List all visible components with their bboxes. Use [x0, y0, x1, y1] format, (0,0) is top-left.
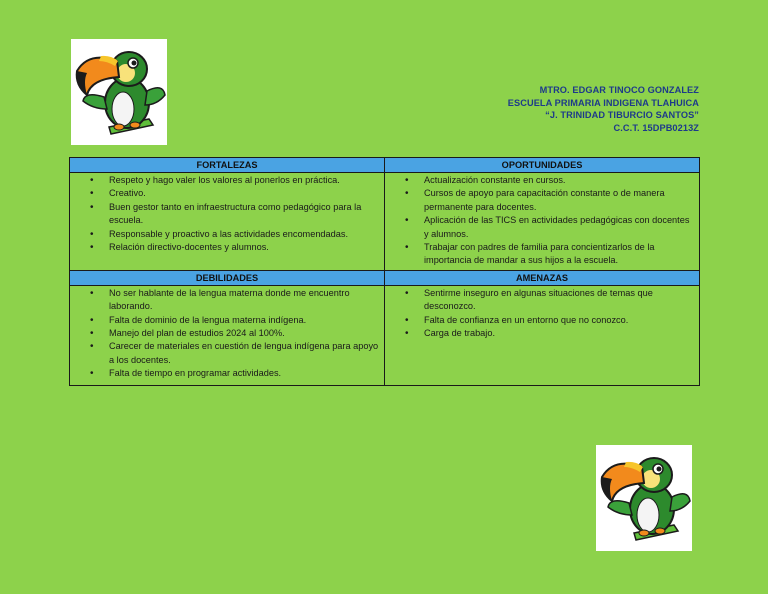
- debilidades-header: DEBILIDADES: [70, 270, 385, 285]
- list-item: • Actualización constante en cursos.: [424, 174, 695, 187]
- oportunidades-header: OPORTUNIDADES: [385, 158, 700, 173]
- toucan-icon: [596, 445, 692, 551]
- toucan-logo-bottom: [596, 445, 692, 551]
- list-item: • Carecer de materiales en cuestión de lengua indígena para apoyo a los docentes.: [109, 340, 380, 367]
- fortalezas-header: FORTALEZAS: [70, 158, 385, 173]
- debilidades-cell: [70, 285, 385, 385]
- list-item: • Cursos de apoyo para capacitación constante o de manera permanente para docentes.: [424, 187, 695, 214]
- teacher-name: MTRO. EDGAR TINOCO GONZALEZ: [539, 85, 699, 95]
- list-item: • Falta de tiempo en programar actividades.: [109, 367, 380, 380]
- oportunidades-list: [385, 174, 695, 268]
- fortalezas-cell: [70, 173, 385, 271]
- list-item: • Sentirme inseguro en algunas situaciones de temas que desconozco.: [424, 287, 695, 314]
- school-header: [508, 84, 699, 134]
- school-name: ESCUELA PRIMARIA INDIGENA TLAHUICA: [507, 97, 699, 108]
- list-item: • No ser hablante de la lengua materna donde me encuentro laborando.: [109, 287, 380, 314]
- list-item: • Relación directivo-docentes y alumnos.: [109, 241, 380, 254]
- amenazas-header: AMENAZAS: [385, 270, 700, 285]
- foda-table: [69, 157, 700, 386]
- toucan-icon: [71, 39, 167, 145]
- list-item: • Aplicación de las TICS en actividades pedagógicas con docentes y alumnos.: [424, 214, 695, 241]
- list-item: • Trabajar con padres de familia para concientizarlos de la importancia de mandar a sus hijos a la escuela.: [424, 241, 695, 268]
- list-item: • Buen gestor tanto en infraestructura como pedagógico para la escuela.: [109, 201, 380, 228]
- list-item: • Respeto y hago valer los valores al ponerlos en práctica.: [109, 174, 380, 187]
- oportunidades-cell: [385, 173, 700, 271]
- fortalezas-list: [70, 174, 380, 254]
- list-item: • Manejo del plan de estudios 2024 al 100%.: [109, 327, 380, 340]
- list-item: • Creativo.: [109, 187, 380, 200]
- debilidades-list: [70, 287, 380, 381]
- list-item: • Responsable y proactivo a las actividades encomendadas.: [109, 228, 380, 241]
- school-dedication: “J. TRINIDAD TIBURCIO SANTOS”: [545, 110, 699, 121]
- school-cct: C.C.T. 15DPB0213Z: [613, 122, 699, 133]
- list-item: • Falta de dominio de la lengua materna indígena.: [109, 314, 380, 327]
- amenazas-list: [385, 287, 695, 341]
- amenazas-cell: [385, 285, 700, 385]
- list-item: • Carga de trabajo.: [424, 327, 695, 340]
- list-item: • Falta de confianza en un entorno que no conozco.: [424, 314, 695, 327]
- toucan-logo-top: [71, 39, 167, 145]
